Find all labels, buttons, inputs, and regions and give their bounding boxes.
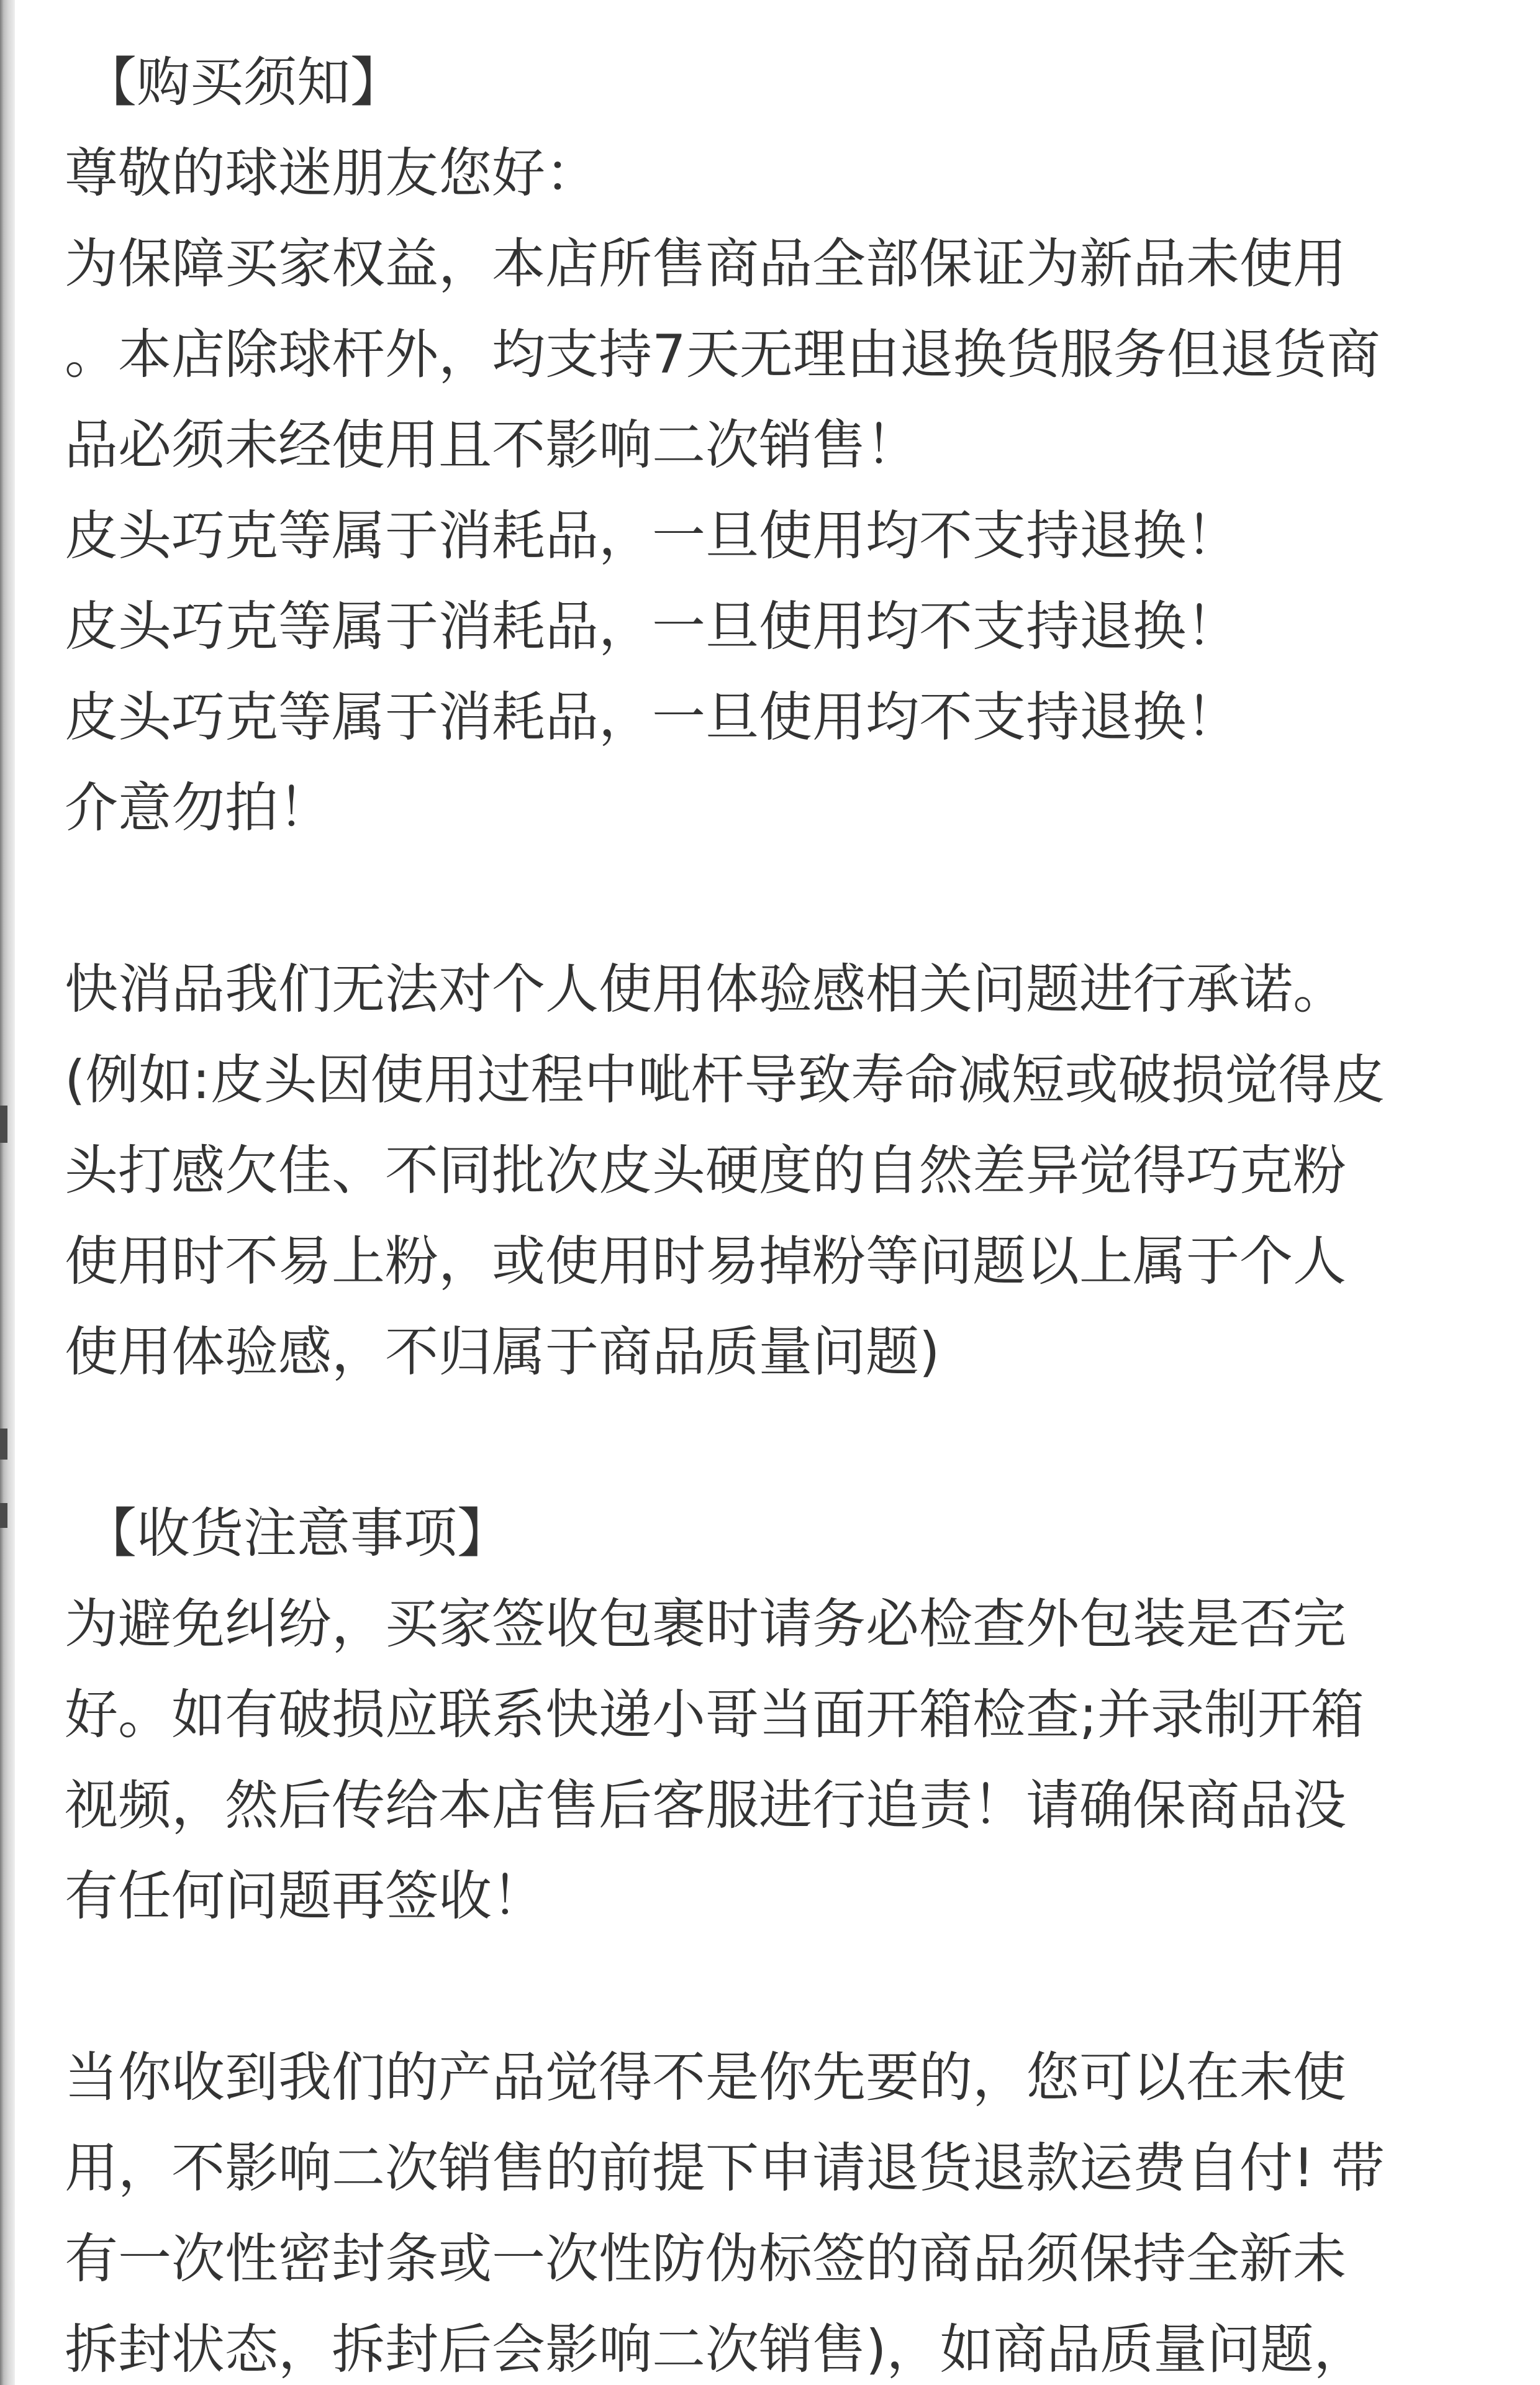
spacer xyxy=(65,853,1505,944)
edge-mark xyxy=(0,1429,7,1460)
consumables-line: (例如:皮头因使用过程中呲杆导致寿命减短或破损觉得皮 xyxy=(65,1049,1385,1111)
left-edge-strip xyxy=(0,0,15,2385)
purchase-heading: 【购买须知】 xyxy=(83,52,404,114)
spacer xyxy=(65,1942,1505,2032)
returns-line: 拆封状态，拆封后会影响二次销售)，如商品质量问题， xyxy=(65,2319,1367,2381)
returns-line: 当你收到我们的产品觉得不是你先要的，您可以在未使 xyxy=(65,2047,1346,2109)
purchase-line: 皮头巧克等属于消耗品，一旦使用均不支持退换！ xyxy=(65,505,1239,567)
consumables-line: 快消品我们无法对个人使用体验感相关问题进行承诺。 xyxy=(65,958,1346,1020)
purchase-line: 皮头巧克等属于消耗品，一旦使用均不支持退换！ xyxy=(65,686,1239,748)
notice-content xyxy=(65,37,1505,2385)
purchase-line: 尊敬的球迷朋友您好： xyxy=(65,142,599,204)
purchase-line: 皮头巧克等属于消耗品，一旦使用均不支持退换！ xyxy=(65,596,1239,658)
receiving-line: 好。如有破损应联系快递小哥当面开箱检查;并录制开箱 xyxy=(65,1684,1364,1746)
consumables-line: 头打感欠佳、不同批次皮头硬度的自然差异觉得巧克粉 xyxy=(65,1140,1346,1202)
purchase-line: 介意勿拍！ xyxy=(65,777,332,839)
returns-line: 用，不影响二次销售的前提下申请退货退款运费自付! 带 xyxy=(65,2137,1385,2199)
receiving-line: 视频，然后传给本店售后客服进行追责！请确保商品没 xyxy=(65,1774,1346,1837)
purchase-line: 品必须未经使用且不影响二次销售！ xyxy=(65,414,919,476)
purchase-line: 。本店除球杆外，均支持7天无理由退换货服务但退货商 xyxy=(65,324,1380,386)
consumables-line: 使用时不易上粉，或使用时易掉粉等问题以上属于个人 xyxy=(65,1230,1346,1292)
spacer xyxy=(65,1397,1505,1488)
consumables-line: 使用体验感，不归属于商品质量问题) xyxy=(65,1321,940,1383)
edge-mark xyxy=(0,1106,7,1143)
returns-line: 有一次性密封条或一次性防伪标签的商品须保持全新未 xyxy=(65,2228,1346,2290)
receiving-line: 为避免纠纷，买家签收包裹时请务必检查外包装是否完 xyxy=(65,1593,1346,1655)
purchase-line: 为保障买家权益，本店所售商品全部保证为新品未使用 xyxy=(65,233,1346,295)
receiving-heading: 【收货注意事项】 xyxy=(83,1502,510,1565)
receiving-line: 有任何问题再签收！ xyxy=(65,1865,545,1927)
edge-mark xyxy=(0,1503,7,1528)
